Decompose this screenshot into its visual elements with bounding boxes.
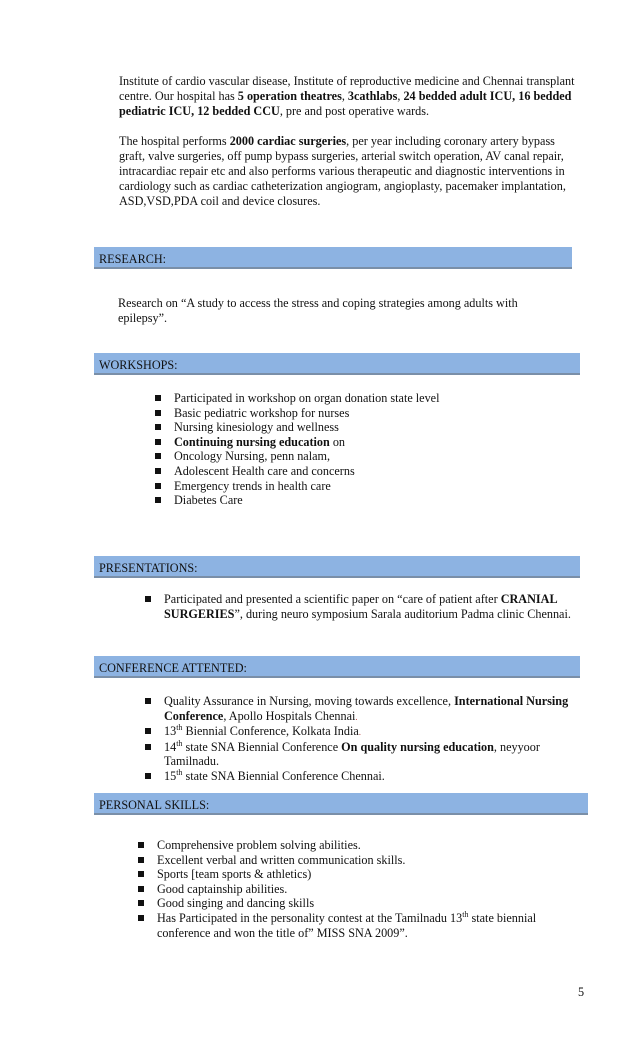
list-item-text: Has Participated in the personality contest at the Tamilnadu 13 xyxy=(157,910,463,925)
workshops-heading xyxy=(94,353,580,375)
ordinal-suffix: th xyxy=(176,767,183,777)
list-item-text: state biennial conference and won the title of” MISS SNA 2009”. xyxy=(157,910,537,940)
intro-bold-theatres: 5 operation theatres xyxy=(237,89,342,103)
ordinal-number: 14 xyxy=(164,739,177,754)
section-title: WORKSHOPS: xyxy=(99,358,178,372)
list-item: Basic pediatric workshop for nurses xyxy=(155,406,555,421)
list-item: Nursing kinesiology and wellness xyxy=(155,420,555,435)
skills-heading xyxy=(94,793,588,815)
skills-list xyxy=(138,838,583,940)
list-item: Adolescent Health care and concerns xyxy=(155,464,555,479)
list-item xyxy=(155,435,555,450)
page-number: 5 xyxy=(578,985,585,999)
small-mark: . xyxy=(355,711,358,722)
intro-text: , per year including coronary artery bypass graft, valve surgeries, off pump bypass surgeries, arterial switch operation, AV canal repair, intracardiac repair etc and also performs various therapeutic and diagnostic interventions in cardiology such as cardiac catheterization angiogram, angioplasty, pacemaker implantation, ASD,VSD,PDA coil and device closures. xyxy=(119,134,566,208)
ordinal-suffix: th xyxy=(462,909,469,919)
list-item-text: state SNA Biennial Conference xyxy=(182,739,342,754)
ordinal-suffix: th xyxy=(176,738,183,748)
intro-bold-icu: 24 bedded adult ICU, 16 bedded pediatric ICU, 12 bedded CCU xyxy=(119,89,572,118)
intro-text: Institute of cardio vascular disease, Institute of reproductive medicine and Chennai transplant centre. Our hospital has xyxy=(119,74,575,103)
section-title: RESEARCH: xyxy=(99,252,167,266)
list-item-text: on xyxy=(329,434,346,449)
presentations-heading xyxy=(94,556,580,578)
small-mark: . xyxy=(358,727,361,738)
conference-heading xyxy=(94,656,580,678)
list-item-text: ”, during neuro symposium Sarala auditorium Padma clinic Chennai. xyxy=(234,606,571,621)
research-body: Research on “A study to access the stress and coping strategies among adults with epilepsy”. xyxy=(118,296,518,325)
list-item-text: , neyyoor Tamilnadu. xyxy=(164,739,540,769)
workshops-list xyxy=(155,391,555,508)
list-item xyxy=(145,769,575,784)
list-item: Comprehensive problem solving abilities. xyxy=(138,838,583,853)
intro-paragraph-2 xyxy=(119,134,581,209)
list-item-text: Biennial Conference, Kolkata India xyxy=(182,724,359,739)
ordinal-number: 13 xyxy=(164,724,177,739)
list-item-bold: Continuing nursing education xyxy=(174,434,330,449)
list-item: Good singing and dancing skills xyxy=(138,896,583,911)
list-item-text: state SNA Biennial Conference Chennai. xyxy=(182,768,385,783)
list-item: Emergency trends in health care xyxy=(155,479,555,494)
list-item xyxy=(145,592,591,621)
list-item xyxy=(145,740,575,769)
list-item-text: Participated and presented a scientific paper on “care of patient after xyxy=(164,592,501,606)
list-item: Participated in workshop on organ donation state level xyxy=(155,391,555,406)
list-item-bold: CRANIAL SURGERIES xyxy=(164,592,557,621)
intro-text: The hospital performs xyxy=(119,134,230,148)
intro-text: , xyxy=(397,89,404,103)
list-item-bold: On quality nursing education xyxy=(341,739,494,754)
section-title: PRESENTATIONS: xyxy=(99,561,198,575)
list-item: Excellent verbal and written communication skills. xyxy=(138,853,583,868)
intro-text: , pre and post operative wards. xyxy=(279,104,430,118)
list-item: Sports [team sports & athletics) xyxy=(138,867,583,882)
conference-list xyxy=(145,694,575,784)
ordinal-number: 15 xyxy=(164,768,177,783)
list-item-text: Quality Assurance in Nursing, moving towards excellence, xyxy=(164,694,455,708)
intro-bold-surgeries: 2000 cardiac surgeries xyxy=(229,134,347,148)
intro-paragraph-1 xyxy=(119,74,594,119)
list-item xyxy=(145,694,575,724)
intro-bold-cathlabs: 3cathlabs xyxy=(347,89,398,103)
list-item xyxy=(138,911,583,940)
list-item xyxy=(145,724,575,740)
list-item: Oncology Nursing, penn nalam, xyxy=(155,449,555,464)
research-heading xyxy=(94,247,572,269)
section-title: CONFERENCE ATTENTED: xyxy=(99,661,247,675)
ordinal-suffix: th xyxy=(176,723,183,733)
list-item-bold: International Nursing Conference xyxy=(164,694,569,723)
list-item-text: , Apollo Hospitals Chennai xyxy=(223,708,356,723)
section-title: PERSONAL SKILLS: xyxy=(99,798,210,812)
presentations-list xyxy=(145,592,591,621)
research-text xyxy=(118,296,568,326)
intro-text: , xyxy=(341,89,348,103)
list-item: Good captainship abilities. xyxy=(138,882,583,897)
list-item: Diabetes Care xyxy=(155,493,555,508)
